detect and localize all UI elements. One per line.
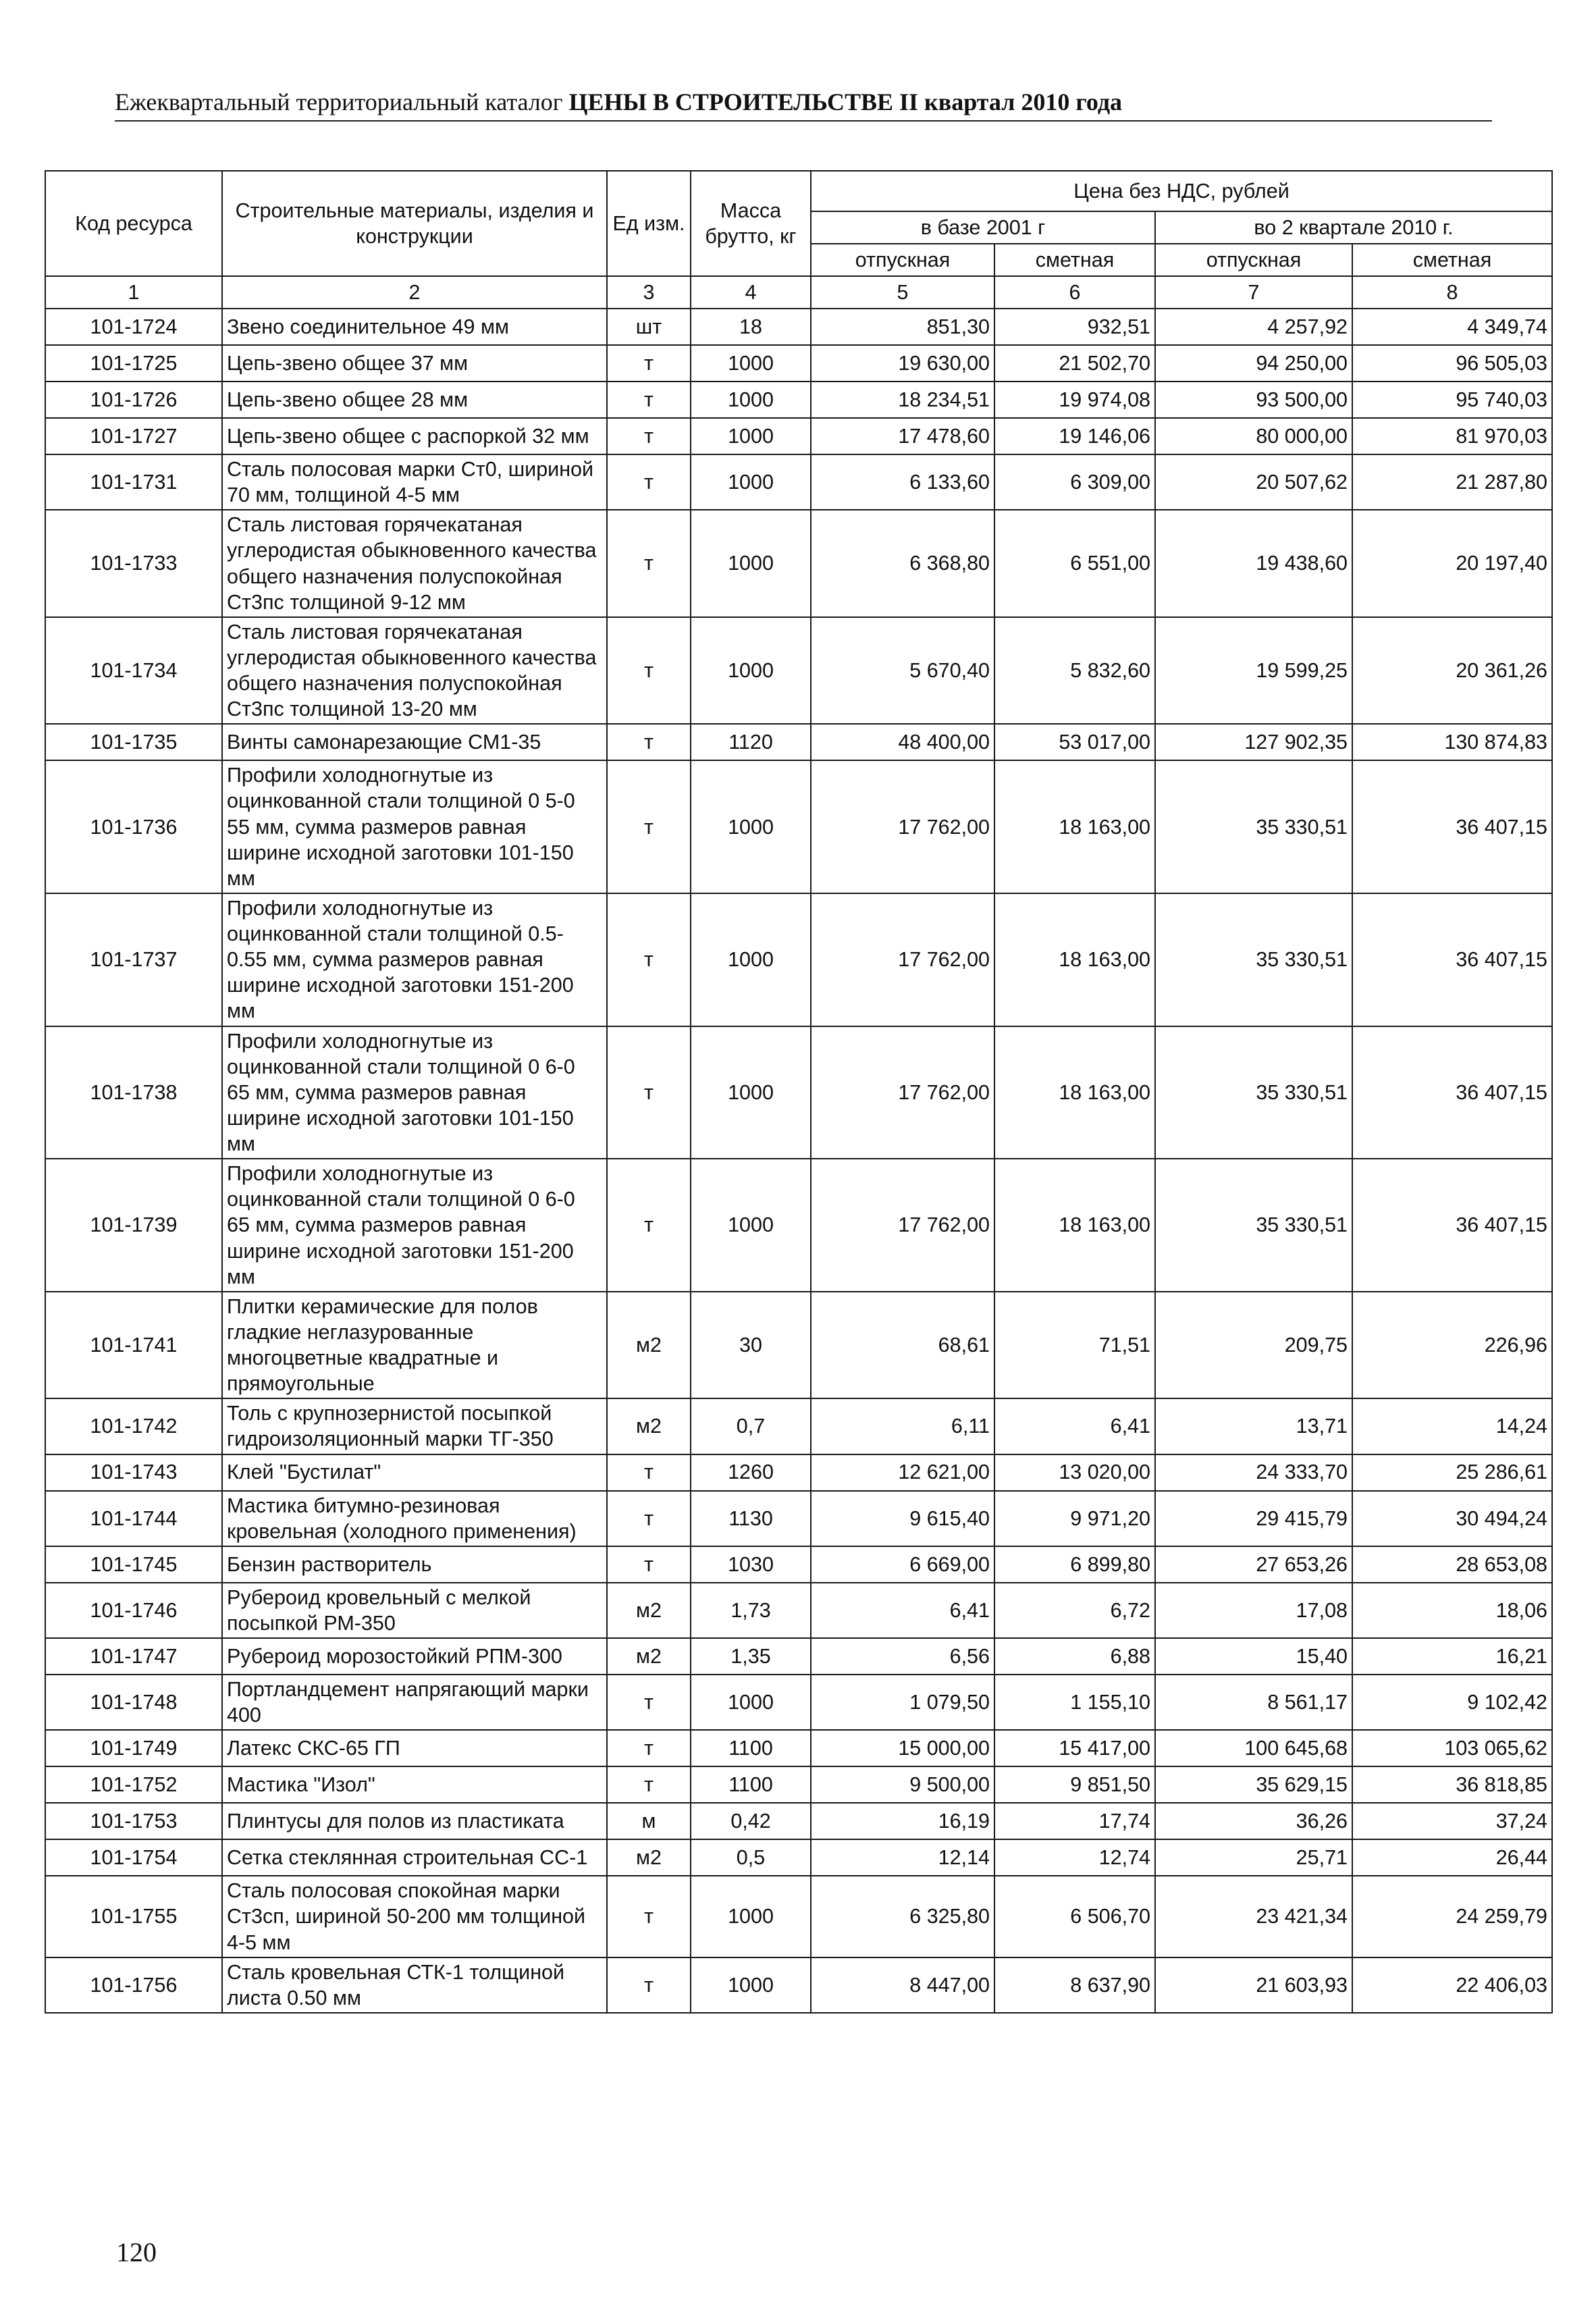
table-body <box>45 309 1552 2013</box>
table-row <box>45 1766 1552 1803</box>
row-base-estimate: 19 974,08 <box>994 382 1155 418</box>
row-name: Звено соединительное 49 мм <box>222 309 607 345</box>
row-q2-release: 29 415,79 <box>1155 1491 1352 1546</box>
row-base-release: 6,56 <box>811 1638 994 1675</box>
row-q2-estimate: 36 818,85 <box>1352 1766 1552 1803</box>
row-base-release: 6 669,00 <box>811 1546 994 1583</box>
row-q2-estimate: 36 407,15 <box>1352 1159 1552 1292</box>
row-mass: 1000 <box>691 1026 811 1159</box>
row-base-release: 5 670,40 <box>811 617 994 725</box>
row-base-estimate: 6 551,00 <box>994 510 1155 617</box>
row-q2-release: 19 438,60 <box>1155 510 1352 617</box>
row-unit: т <box>607 1876 691 1957</box>
table-header <box>45 171 1552 309</box>
row-mass: 1000 <box>691 1876 811 1957</box>
row-q2-estimate: 24 259,79 <box>1352 1876 1552 1957</box>
row-q2-estimate: 16,21 <box>1352 1638 1552 1675</box>
row-unit: т <box>607 760 691 893</box>
row-q2-estimate: 36 407,15 <box>1352 760 1552 893</box>
row-base-estimate: 13 020,00 <box>994 1454 1155 1491</box>
row-q2-release: 19 599,25 <box>1155 617 1352 725</box>
row-q2-release: 35 330,51 <box>1155 893 1352 1026</box>
row-name: Цепь-звено общее с распоркой 32 мм <box>222 418 607 454</box>
row-q2-release: 209,75 <box>1155 1292 1352 1399</box>
table-row <box>45 1957 1552 2013</box>
row-code: 101-1748 <box>45 1675 222 1730</box>
header-title: ЦЕНЫ В СТРОИТЕЛЬСТВЕ <box>568 88 894 115</box>
table-row <box>45 382 1552 418</box>
row-base-estimate: 6,41 <box>994 1398 1155 1454</box>
row-code: 101-1741 <box>45 1292 222 1399</box>
row-q2-estimate: 130 874,83 <box>1352 724 1552 760</box>
row-unit: т <box>607 510 691 617</box>
row-q2-estimate: 36 407,15 <box>1352 893 1552 1026</box>
row-q2-release: 17,08 <box>1155 1583 1352 1638</box>
row-base-estimate: 9 851,50 <box>994 1766 1155 1803</box>
table-row <box>45 760 1552 893</box>
row-mass: 1000 <box>691 510 811 617</box>
row-base-estimate: 71,51 <box>994 1292 1155 1399</box>
row-name: Сталь листовая горячекатаная углеродистая обыкновенного качества общего назначения полуспокойная Ст3пс толщиной 9-12 мм <box>222 510 607 617</box>
row-base-release: 19 630,00 <box>811 345 994 382</box>
column-number-row <box>45 276 1552 309</box>
row-base-release: 18 234,51 <box>811 382 994 418</box>
row-unit: т <box>607 1546 691 1583</box>
row-mass: 0,7 <box>691 1398 811 1454</box>
row-q2-release: 35 330,51 <box>1155 760 1352 893</box>
row-q2-release: 100 645,68 <box>1155 1730 1352 1766</box>
table-row <box>45 1292 1552 1399</box>
row-name: Сетка стеклянная строительная СС-1 <box>222 1839 607 1876</box>
row-mass: 0,42 <box>691 1803 811 1839</box>
row-code: 101-1752 <box>45 1766 222 1803</box>
row-code: 101-1754 <box>45 1839 222 1876</box>
header-name: Строительные материалы, изделия и конструкции <box>222 171 607 276</box>
row-q2-release: 127 902,35 <box>1155 724 1352 760</box>
row-base-release: 12 621,00 <box>811 1454 994 1491</box>
row-q2-release: 80 000,00 <box>1155 418 1352 454</box>
row-unit: м2 <box>607 1292 691 1399</box>
row-code: 101-1734 <box>45 617 222 725</box>
row-code: 101-1755 <box>45 1876 222 1957</box>
row-unit: т <box>607 1675 691 1730</box>
row-unit: т <box>607 418 691 454</box>
table-row <box>45 1876 1552 1957</box>
row-q2-release: 35 330,51 <box>1155 1159 1352 1292</box>
table-row <box>45 1730 1552 1766</box>
table-row <box>45 893 1552 1026</box>
row-base-estimate: 8 637,90 <box>994 1957 1155 2013</box>
row-name: Толь с крупнозернистой посыпкой гидроизоляционный марки ТГ-350 <box>222 1398 607 1454</box>
row-mass: 30 <box>691 1292 811 1399</box>
row-name: Винты самонарезающие СМ1-35 <box>222 724 607 760</box>
table-row <box>45 454 1552 510</box>
row-unit: т <box>607 1026 691 1159</box>
table-row <box>45 1546 1552 1583</box>
row-mass: 1260 <box>691 1454 811 1491</box>
row-mass: 1000 <box>691 760 811 893</box>
row-q2-release: 27 653,26 <box>1155 1546 1352 1583</box>
table-row <box>45 418 1552 454</box>
row-code: 101-1725 <box>45 345 222 382</box>
row-name: Профили холодногнутые из оцинкованной стали толщиной 0 5-0 55 мм, сумма размеров равная ширине исходной заготовки 101-150 мм <box>222 760 607 893</box>
row-base-estimate: 9 971,20 <box>994 1491 1155 1546</box>
col-number: 1 <box>45 276 222 309</box>
row-base-release: 68,61 <box>811 1292 994 1399</box>
row-unit: т <box>607 382 691 418</box>
row-mass: 1000 <box>691 345 811 382</box>
row-base-release: 15 000,00 <box>811 1730 994 1766</box>
table-row <box>45 309 1552 345</box>
row-name: Сталь кровельная СТК-1 толщиной листа 0.50 мм <box>222 1957 607 2013</box>
col-number: 6 <box>994 276 1155 309</box>
row-unit: м <box>607 1803 691 1839</box>
table-row <box>45 345 1552 382</box>
row-base-estimate: 53 017,00 <box>994 724 1155 760</box>
header-estimate-base: сметная <box>994 244 1155 276</box>
row-name: Латекс СКС-65 ГП <box>222 1730 607 1766</box>
row-unit: т <box>607 1491 691 1546</box>
col-number: 2 <box>222 276 607 309</box>
row-base-release: 6 368,80 <box>811 510 994 617</box>
row-code: 101-1745 <box>45 1546 222 1583</box>
header-release-q2: отпускная <box>1155 244 1352 276</box>
row-base-release: 9 500,00 <box>811 1766 994 1803</box>
row-mass: 1120 <box>691 724 811 760</box>
row-unit: т <box>607 1730 691 1766</box>
row-name: Мастика "Изол" <box>222 1766 607 1803</box>
row-name: Сталь листовая горячекатаная углеродистая обыкновенного качества общего назначения полуспокойная Ст3пс толщиной 13-20 мм <box>222 617 607 725</box>
row-mass: 1000 <box>691 382 811 418</box>
row-name: Цепь-звено общее 37 мм <box>222 345 607 382</box>
row-mass: 1,73 <box>691 1583 811 1638</box>
row-base-release: 17 762,00 <box>811 760 994 893</box>
row-mass: 1000 <box>691 1957 811 2013</box>
header-release-base: отпускная <box>811 244 994 276</box>
table-row <box>45 1026 1552 1159</box>
row-base-estimate: 12,74 <box>994 1839 1155 1876</box>
table-row <box>45 1159 1552 1292</box>
row-q2-release: 25,71 <box>1155 1839 1352 1876</box>
row-q2-estimate: 81 970,03 <box>1352 418 1552 454</box>
row-q2-estimate: 18,06 <box>1352 1583 1552 1638</box>
row-name: Профили холодногнутые из оцинкованной стали толщиной 0 6-0 65 мм, сумма размеров равная ширине исходной заготовки 101-150 мм <box>222 1026 607 1159</box>
row-unit: м2 <box>607 1398 691 1454</box>
table-row <box>45 1803 1552 1839</box>
col-number: 5 <box>811 276 994 309</box>
row-base-release: 1 079,50 <box>811 1675 994 1730</box>
row-q2-estimate: 25 286,61 <box>1352 1454 1552 1491</box>
row-unit: т <box>607 724 691 760</box>
row-q2-estimate: 103 065,62 <box>1352 1730 1552 1766</box>
header-period: II квартал 2010 года <box>899 88 1123 115</box>
row-q2-estimate: 96 505,03 <box>1352 345 1552 382</box>
row-mass: 1100 <box>691 1766 811 1803</box>
col-number: 8 <box>1352 276 1552 309</box>
row-base-estimate: 17,74 <box>994 1803 1155 1839</box>
row-base-estimate: 932,51 <box>994 309 1155 345</box>
row-q2-release: 36,26 <box>1155 1803 1352 1839</box>
row-q2-estimate: 30 494,24 <box>1352 1491 1552 1546</box>
row-q2-release: 35 330,51 <box>1155 1026 1352 1159</box>
row-q2-estimate: 9 102,42 <box>1352 1675 1552 1730</box>
row-code: 101-1742 <box>45 1398 222 1454</box>
row-unit: т <box>607 1957 691 2013</box>
row-mass: 1000 <box>691 418 811 454</box>
header-prefix: Ежеквартальный территориальный каталог <box>115 88 563 115</box>
row-unit: т <box>607 1766 691 1803</box>
table-row <box>45 617 1552 725</box>
row-base-estimate: 6 506,70 <box>994 1876 1155 1957</box>
row-name: Клей "Бустилат" <box>222 1454 607 1491</box>
row-code: 101-1746 <box>45 1583 222 1638</box>
row-code: 101-1739 <box>45 1159 222 1292</box>
row-name: Цепь-звено общее 28 мм <box>222 382 607 418</box>
col-number: 4 <box>691 276 811 309</box>
header-code: Код ресурса <box>45 171 222 276</box>
row-q2-release: 24 333,70 <box>1155 1454 1352 1491</box>
row-q2-release: 23 421,34 <box>1155 1876 1352 1957</box>
row-code: 101-1731 <box>45 454 222 510</box>
table-row <box>45 724 1552 760</box>
row-base-release: 16,19 <box>811 1803 994 1839</box>
row-base-estimate: 6,72 <box>994 1583 1155 1638</box>
header-unit: Ед изм. <box>607 171 691 276</box>
row-q2-estimate: 95 740,03 <box>1352 382 1552 418</box>
row-q2-release: 20 507,62 <box>1155 454 1352 510</box>
table-row <box>45 1454 1552 1491</box>
row-code: 101-1733 <box>45 510 222 617</box>
table-row <box>45 1839 1552 1876</box>
row-base-estimate: 15 417,00 <box>994 1730 1155 1766</box>
row-mass: 0,5 <box>691 1839 811 1876</box>
row-unit: т <box>607 345 691 382</box>
row-q2-estimate: 37,24 <box>1352 1803 1552 1839</box>
row-name: Сталь полосовая марки Ст0, шириной 70 мм, толщиной 4-5 мм <box>222 454 607 510</box>
row-unit: т <box>607 1159 691 1292</box>
row-unit: т <box>607 454 691 510</box>
row-name: Рубероид кровельный с мелкой посыпкой РМ-350 <box>222 1583 607 1638</box>
row-name: Профили холодногнутые из оцинкованной стали толщиной 0.5-0.55 мм, сумма размеров равная ширине исходной заготовки 151-200 мм <box>222 893 607 1026</box>
header-mass: Масса брутто, кг <box>691 171 811 276</box>
row-base-release: 6,41 <box>811 1583 994 1638</box>
row-mass: 1130 <box>691 1491 811 1546</box>
row-base-release: 8 447,00 <box>811 1957 994 2013</box>
row-code: 101-1726 <box>45 382 222 418</box>
row-mass: 1000 <box>691 617 811 725</box>
row-name: Бензин растворитель <box>222 1546 607 1583</box>
row-base-release: 17 762,00 <box>811 893 994 1026</box>
col-number: 3 <box>607 276 691 309</box>
row-base-estimate: 18 163,00 <box>994 1159 1155 1292</box>
row-q2-estimate: 21 287,80 <box>1352 454 1552 510</box>
row-mass: 1000 <box>691 1675 811 1730</box>
col-number: 7 <box>1155 276 1352 309</box>
row-name: Сталь полосовая спокойная марки Ст3сп, шириной 50-200 мм толщиной 4-5 мм <box>222 1876 607 1957</box>
row-q2-release: 4 257,92 <box>1155 309 1352 345</box>
row-name: Мастика битумно-резиновая кровельная (холодного применения) <box>222 1491 607 1546</box>
row-name: Плинтусы для полов из пластиката <box>222 1803 607 1839</box>
row-mass: 1000 <box>691 1159 811 1292</box>
row-base-estimate: 18 163,00 <box>994 760 1155 893</box>
row-code: 101-1744 <box>45 1491 222 1546</box>
row-code: 101-1738 <box>45 1026 222 1159</box>
row-q2-estimate: 20 361,26 <box>1352 617 1552 725</box>
header-q2-2010: во 2 квартале 2010 г. <box>1155 211 1552 244</box>
row-code: 101-1737 <box>45 893 222 1026</box>
row-unit: шт <box>607 309 691 345</box>
row-mass: 18 <box>691 309 811 345</box>
header-base-2001: в базе 2001 г <box>811 211 1155 244</box>
row-name: Профили холодногнутые из оцинкованной стали толщиной 0 6-0 65 мм, сумма размеров равная ширине исходной заготовки 151-200 мм <box>222 1159 607 1292</box>
row-mass: 1000 <box>691 893 811 1026</box>
row-base-release: 17 762,00 <box>811 1159 994 1292</box>
row-q2-estimate: 26,44 <box>1352 1839 1552 1876</box>
table-row <box>45 510 1552 617</box>
row-code: 101-1727 <box>45 418 222 454</box>
row-base-estimate: 6 309,00 <box>994 454 1155 510</box>
row-q2-estimate: 22 406,03 <box>1352 1957 1552 2013</box>
row-unit: т <box>607 1454 691 1491</box>
page-number: 120 <box>116 2237 157 2267</box>
row-base-release: 6,11 <box>811 1398 994 1454</box>
row-code: 101-1756 <box>45 1957 222 2013</box>
row-base-release: 17 478,60 <box>811 418 994 454</box>
row-base-estimate: 19 146,06 <box>994 418 1155 454</box>
row-unit: м2 <box>607 1583 691 1638</box>
row-code: 101-1743 <box>45 1454 222 1491</box>
row-unit: т <box>607 617 691 725</box>
row-q2-release: 93 500,00 <box>1155 382 1352 418</box>
row-mass: 1000 <box>691 454 811 510</box>
table-row <box>45 1398 1552 1454</box>
row-code: 101-1724 <box>45 309 222 345</box>
row-base-estimate: 18 163,00 <box>994 1026 1155 1159</box>
row-code: 101-1749 <box>45 1730 222 1766</box>
row-base-release: 48 400,00 <box>811 724 994 760</box>
row-q2-estimate: 4 349,74 <box>1352 309 1552 345</box>
row-q2-release: 8 561,17 <box>1155 1675 1352 1730</box>
row-q2-release: 15,40 <box>1155 1638 1352 1675</box>
row-base-estimate: 6 899,80 <box>994 1546 1155 1583</box>
row-q2-release: 21 603,93 <box>1155 1957 1352 2013</box>
row-q2-release: 35 629,15 <box>1155 1766 1352 1803</box>
row-q2-release: 94 250,00 <box>1155 345 1352 382</box>
row-code: 101-1753 <box>45 1803 222 1839</box>
row-q2-estimate: 36 407,15 <box>1352 1026 1552 1159</box>
row-base-estimate: 21 502,70 <box>994 345 1155 382</box>
row-base-release: 9 615,40 <box>811 1491 994 1546</box>
catalog-header <box>115 88 1492 122</box>
row-code: 101-1735 <box>45 724 222 760</box>
row-name: Плитки керамические для полов гладкие неглазурованные многоцветные квадратные и прямоугольные <box>222 1292 607 1399</box>
row-unit: т <box>607 893 691 1026</box>
table-row <box>45 1638 1552 1675</box>
row-base-release: 6 133,60 <box>811 454 994 510</box>
row-mass: 1100 <box>691 1730 811 1766</box>
row-q2-estimate: 14,24 <box>1352 1398 1552 1454</box>
row-base-release: 12,14 <box>811 1839 994 1876</box>
row-code: 101-1747 <box>45 1638 222 1675</box>
table-row <box>45 1675 1552 1730</box>
row-base-estimate: 1 155,10 <box>994 1675 1155 1730</box>
row-q2-release: 13,71 <box>1155 1398 1352 1454</box>
header-estimate-q2: сметная <box>1352 244 1552 276</box>
price-table <box>45 170 1553 2014</box>
table-row <box>45 1491 1552 1546</box>
row-code: 101-1736 <box>45 760 222 893</box>
row-base-estimate: 6,88 <box>994 1638 1155 1675</box>
row-base-estimate: 5 832,60 <box>994 617 1155 725</box>
row-mass: 1030 <box>691 1546 811 1583</box>
row-base-estimate: 18 163,00 <box>994 893 1155 1026</box>
row-q2-estimate: 226,96 <box>1352 1292 1552 1399</box>
row-name: Рубероид морозостойкий РПМ-300 <box>222 1638 607 1675</box>
row-q2-estimate: 20 197,40 <box>1352 510 1552 617</box>
row-q2-estimate: 28 653,08 <box>1352 1546 1552 1583</box>
row-unit: м2 <box>607 1839 691 1876</box>
row-base-release: 6 325,80 <box>811 1876 994 1957</box>
row-mass: 1,35 <box>691 1638 811 1675</box>
header-price: Цена без НДС, рублей <box>811 171 1552 211</box>
table-row <box>45 1583 1552 1638</box>
row-name: Портландцемент напрягающий марки 400 <box>222 1675 607 1730</box>
row-base-release: 851,30 <box>811 309 994 345</box>
row-base-release: 17 762,00 <box>811 1026 994 1159</box>
row-unit: м2 <box>607 1638 691 1675</box>
